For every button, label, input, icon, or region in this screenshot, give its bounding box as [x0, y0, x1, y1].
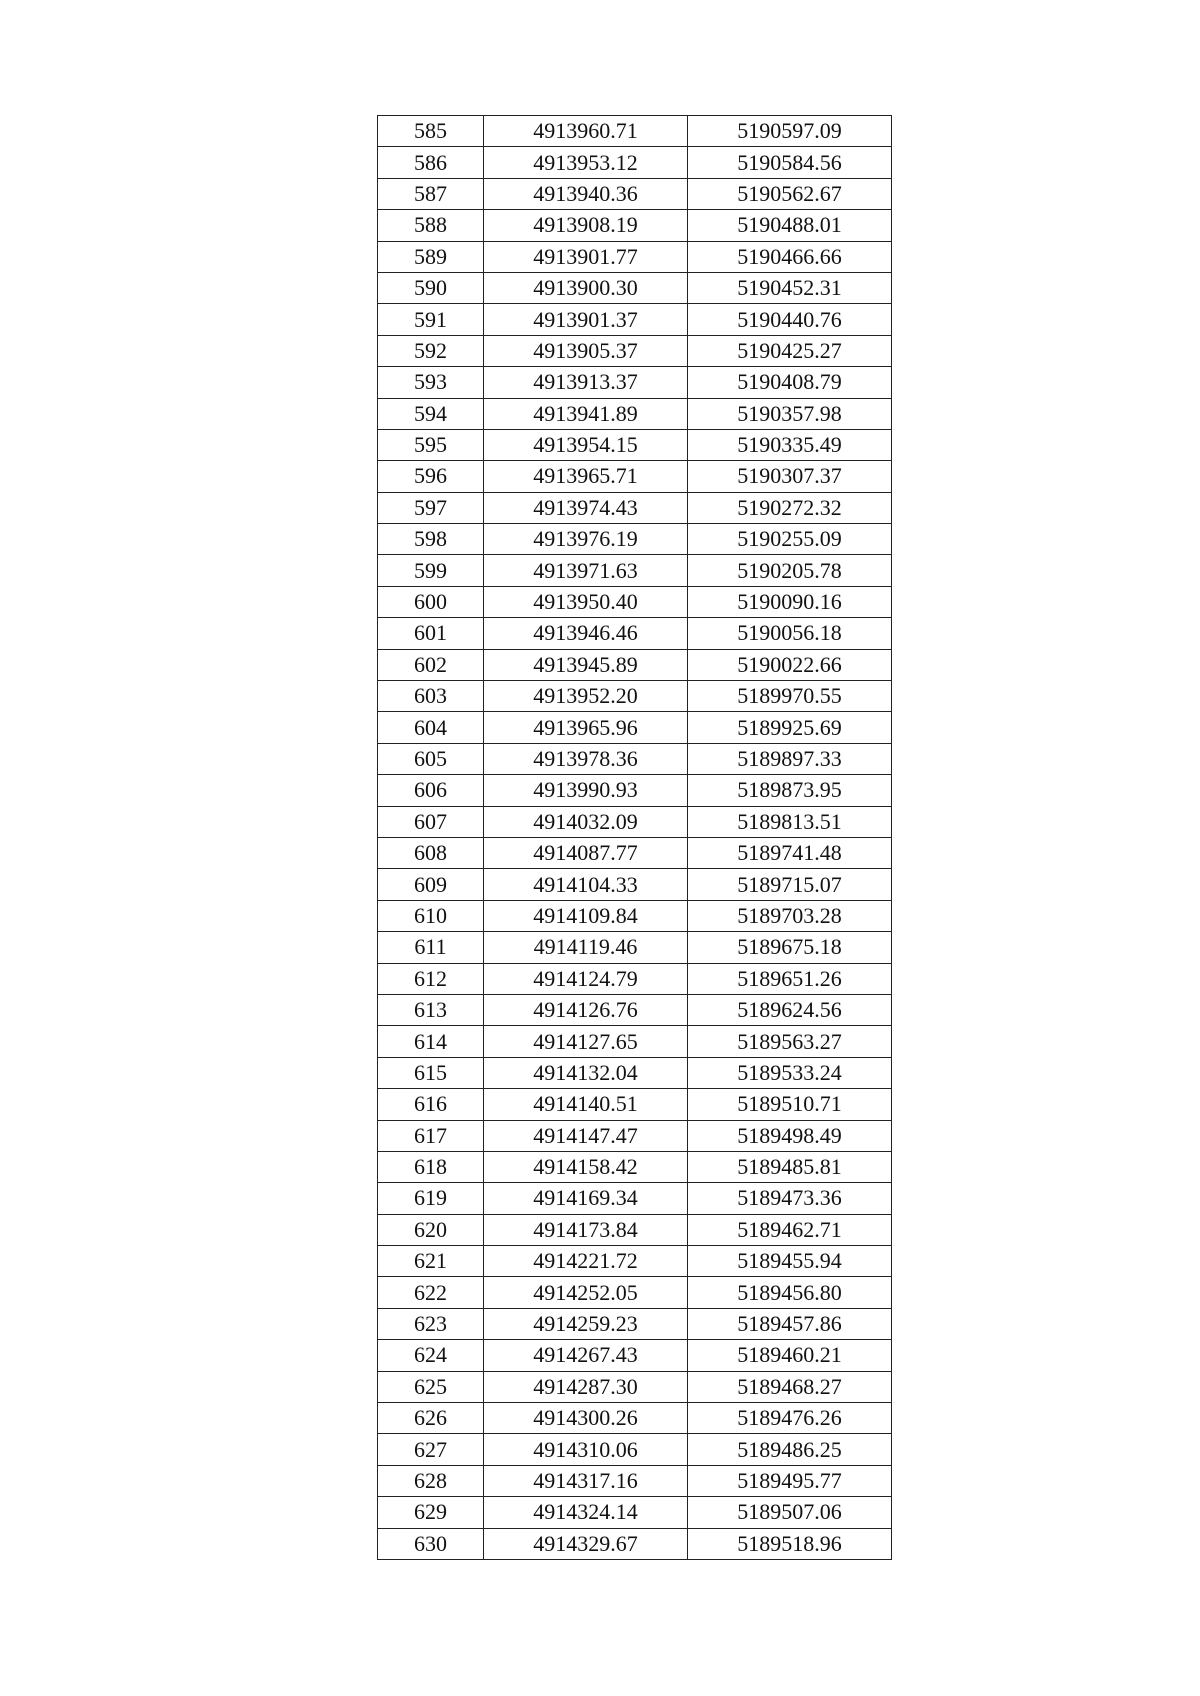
- point-number-cell: 626: [378, 1403, 484, 1434]
- point-number-cell: 625: [378, 1371, 484, 1402]
- x-coordinate-cell: 4914109.84: [484, 900, 688, 931]
- x-coordinate-cell: 4914329.67: [484, 1528, 688, 1559]
- point-number-cell: 610: [378, 900, 484, 931]
- y-coordinate-cell: 5189473.36: [688, 1183, 892, 1214]
- point-number-cell: 596: [378, 461, 484, 492]
- y-coordinate-cell: 5190597.09: [688, 116, 892, 147]
- table-row: [378, 210, 892, 241]
- y-coordinate-cell: 5190056.18: [688, 618, 892, 649]
- table-row: [378, 963, 892, 994]
- x-coordinate-cell: 4914147.47: [484, 1120, 688, 1151]
- x-coordinate-cell: 4913940.36: [484, 178, 688, 209]
- x-coordinate-cell: 4914158.42: [484, 1151, 688, 1182]
- table-row: [378, 1183, 892, 1214]
- point-number-cell: 599: [378, 555, 484, 586]
- table-row: [378, 1434, 892, 1465]
- x-coordinate-cell: 4914310.06: [484, 1434, 688, 1465]
- table-row: [378, 1120, 892, 1151]
- x-coordinate-cell: 4913954.15: [484, 429, 688, 460]
- table-row: [378, 1403, 892, 1434]
- point-number-cell: 588: [378, 210, 484, 241]
- point-number-cell: 589: [378, 241, 484, 272]
- y-coordinate-cell: 5189970.55: [688, 681, 892, 712]
- point-number-cell: 593: [378, 367, 484, 398]
- x-coordinate-cell: 4913913.37: [484, 367, 688, 398]
- x-coordinate-cell: 4913965.71: [484, 461, 688, 492]
- point-number-cell: 616: [378, 1089, 484, 1120]
- x-coordinate-cell: 4913976.19: [484, 524, 688, 555]
- x-coordinate-cell: 4913971.63: [484, 555, 688, 586]
- point-number-cell: 604: [378, 712, 484, 743]
- table-row: [378, 586, 892, 617]
- table-row: [378, 806, 892, 837]
- table-row: [378, 1057, 892, 1088]
- x-coordinate-cell: 4914173.84: [484, 1214, 688, 1245]
- point-number-cell: 603: [378, 681, 484, 712]
- y-coordinate-cell: 5190255.09: [688, 524, 892, 555]
- x-coordinate-cell: 4913978.36: [484, 743, 688, 774]
- point-number-cell: 621: [378, 1246, 484, 1277]
- y-coordinate-cell: 5189462.71: [688, 1214, 892, 1245]
- y-coordinate-cell: 5189651.26: [688, 963, 892, 994]
- y-coordinate-cell: 5189925.69: [688, 712, 892, 743]
- y-coordinate-cell: 5189457.86: [688, 1308, 892, 1339]
- y-coordinate-cell: 5190272.32: [688, 492, 892, 523]
- y-coordinate-cell: 5189507.06: [688, 1497, 892, 1528]
- x-coordinate-cell: 4914140.51: [484, 1089, 688, 1120]
- table-row: [378, 1340, 892, 1371]
- x-coordinate-cell: 4914221.72: [484, 1246, 688, 1277]
- point-number-cell: 598: [378, 524, 484, 555]
- table-row: [378, 1214, 892, 1245]
- x-coordinate-cell: 4913905.37: [484, 335, 688, 366]
- point-number-cell: 613: [378, 994, 484, 1025]
- x-coordinate-cell: 4913990.93: [484, 775, 688, 806]
- table-row: [378, 1465, 892, 1496]
- x-coordinate-cell: 4914132.04: [484, 1057, 688, 1088]
- y-coordinate-cell: 5189455.94: [688, 1246, 892, 1277]
- table-row: [378, 429, 892, 460]
- table-row: [378, 304, 892, 335]
- point-number-cell: 591: [378, 304, 484, 335]
- y-coordinate-cell: 5189495.77: [688, 1465, 892, 1496]
- point-number-cell: 586: [378, 147, 484, 178]
- y-coordinate-cell: 5189468.27: [688, 1371, 892, 1402]
- table-row: [378, 524, 892, 555]
- y-coordinate-cell: 5189624.56: [688, 994, 892, 1025]
- y-coordinate-cell: 5189715.07: [688, 869, 892, 900]
- point-number-cell: 607: [378, 806, 484, 837]
- point-number-cell: 608: [378, 837, 484, 868]
- y-coordinate-cell: 5189873.95: [688, 775, 892, 806]
- x-coordinate-cell: 4913900.30: [484, 272, 688, 303]
- table-row: [378, 461, 892, 492]
- x-coordinate-cell: 4913946.46: [484, 618, 688, 649]
- y-coordinate-cell: 5189897.33: [688, 743, 892, 774]
- point-number-cell: 623: [378, 1308, 484, 1339]
- x-coordinate-cell: 4913953.12: [484, 147, 688, 178]
- point-number-cell: 629: [378, 1497, 484, 1528]
- x-coordinate-cell: 4914124.79: [484, 963, 688, 994]
- y-coordinate-cell: 5189460.21: [688, 1340, 892, 1371]
- point-number-cell: 600: [378, 586, 484, 617]
- point-number-cell: 617: [378, 1120, 484, 1151]
- point-number-cell: 597: [378, 492, 484, 523]
- point-number-cell: 612: [378, 963, 484, 994]
- table-row: [378, 618, 892, 649]
- table-row: [378, 272, 892, 303]
- table-row: [378, 1089, 892, 1120]
- y-coordinate-cell: 5190452.31: [688, 272, 892, 303]
- table-row: [378, 1026, 892, 1057]
- x-coordinate-cell: 4913945.89: [484, 649, 688, 680]
- y-coordinate-cell: 5189675.18: [688, 932, 892, 963]
- table-row: [378, 900, 892, 931]
- table-row: [378, 335, 892, 366]
- x-coordinate-cell: 4913974.43: [484, 492, 688, 523]
- point-number-cell: 609: [378, 869, 484, 900]
- x-coordinate-cell: 4914169.34: [484, 1183, 688, 1214]
- y-coordinate-cell: 5190425.27: [688, 335, 892, 366]
- table-row: [378, 1151, 892, 1182]
- x-coordinate-cell: 4914317.16: [484, 1465, 688, 1496]
- x-coordinate-cell: 4913950.40: [484, 586, 688, 617]
- point-number-cell: 587: [378, 178, 484, 209]
- y-coordinate-cell: 5189563.27: [688, 1026, 892, 1057]
- x-coordinate-cell: 4913901.77: [484, 241, 688, 272]
- y-coordinate-cell: 5190357.98: [688, 398, 892, 429]
- x-coordinate-cell: 4913941.89: [484, 398, 688, 429]
- y-coordinate-cell: 5190335.49: [688, 429, 892, 460]
- y-coordinate-cell: 5190307.37: [688, 461, 892, 492]
- x-coordinate-cell: 4913901.37: [484, 304, 688, 335]
- y-coordinate-cell: 5189456.80: [688, 1277, 892, 1308]
- point-number-cell: 627: [378, 1434, 484, 1465]
- point-number-cell: 620: [378, 1214, 484, 1245]
- point-number-cell: 630: [378, 1528, 484, 1559]
- y-coordinate-cell: 5189741.48: [688, 837, 892, 868]
- y-coordinate-cell: 5190562.67: [688, 178, 892, 209]
- table-row: [378, 147, 892, 178]
- point-number-cell: 618: [378, 1151, 484, 1182]
- point-number-cell: 628: [378, 1465, 484, 1496]
- y-coordinate-cell: 5189486.25: [688, 1434, 892, 1465]
- table-row: [378, 1528, 892, 1559]
- point-number-cell: 622: [378, 1277, 484, 1308]
- table-row: [378, 994, 892, 1025]
- y-coordinate-cell: 5190408.79: [688, 367, 892, 398]
- y-coordinate-cell: 5189813.51: [688, 806, 892, 837]
- table-row: [378, 116, 892, 147]
- y-coordinate-cell: 5190466.66: [688, 241, 892, 272]
- y-coordinate-cell: 5189703.28: [688, 900, 892, 931]
- y-coordinate-cell: 5189476.26: [688, 1403, 892, 1434]
- y-coordinate-cell: 5189485.81: [688, 1151, 892, 1182]
- table-row: [378, 712, 892, 743]
- x-coordinate-cell: 4914287.30: [484, 1371, 688, 1402]
- point-number-cell: 615: [378, 1057, 484, 1088]
- x-coordinate-cell: 4914324.14: [484, 1497, 688, 1528]
- point-number-cell: 614: [378, 1026, 484, 1057]
- x-coordinate-cell: 4914259.23: [484, 1308, 688, 1339]
- x-coordinate-cell: 4914127.65: [484, 1026, 688, 1057]
- point-number-cell: 601: [378, 618, 484, 649]
- table-row: [378, 837, 892, 868]
- x-coordinate-cell: 4914032.09: [484, 806, 688, 837]
- coordinate-table: [377, 115, 892, 1560]
- x-coordinate-cell: 4914300.26: [484, 1403, 688, 1434]
- table-row: [378, 681, 892, 712]
- table-row: [378, 1308, 892, 1339]
- point-number-cell: 595: [378, 429, 484, 460]
- x-coordinate-cell: 4914126.76: [484, 994, 688, 1025]
- x-coordinate-cell: 4914252.05: [484, 1277, 688, 1308]
- point-number-cell: 590: [378, 272, 484, 303]
- table-row: [378, 1371, 892, 1402]
- point-number-cell: 611: [378, 932, 484, 963]
- table-row: [378, 555, 892, 586]
- y-coordinate-cell: 5190205.78: [688, 555, 892, 586]
- table-row: [378, 743, 892, 774]
- table-row: [378, 932, 892, 963]
- x-coordinate-cell: 4913965.96: [484, 712, 688, 743]
- point-number-cell: 619: [378, 1183, 484, 1214]
- point-number-cell: 592: [378, 335, 484, 366]
- point-number-cell: 585: [378, 116, 484, 147]
- y-coordinate-cell: 5189498.49: [688, 1120, 892, 1151]
- x-coordinate-cell: 4913908.19: [484, 210, 688, 241]
- table-row: [378, 367, 892, 398]
- y-coordinate-cell: 5190584.56: [688, 147, 892, 178]
- point-number-cell: 624: [378, 1340, 484, 1371]
- table-row: [378, 398, 892, 429]
- x-coordinate-cell: 4913952.20: [484, 681, 688, 712]
- y-coordinate-cell: 5189533.24: [688, 1057, 892, 1088]
- y-coordinate-cell: 5190090.16: [688, 586, 892, 617]
- x-coordinate-cell: 4914104.33: [484, 869, 688, 900]
- y-coordinate-cell: 5190022.66: [688, 649, 892, 680]
- y-coordinate-cell: 5190440.76: [688, 304, 892, 335]
- table-row: [378, 775, 892, 806]
- point-number-cell: 602: [378, 649, 484, 680]
- x-coordinate-cell: 4914087.77: [484, 837, 688, 868]
- coordinate-table-body: [378, 116, 892, 1560]
- point-number-cell: 606: [378, 775, 484, 806]
- point-number-cell: 605: [378, 743, 484, 774]
- x-coordinate-cell: 4913960.71: [484, 116, 688, 147]
- table-row: [378, 492, 892, 523]
- table-row: [378, 869, 892, 900]
- y-coordinate-cell: 5189518.96: [688, 1528, 892, 1559]
- y-coordinate-cell: 5190488.01: [688, 210, 892, 241]
- x-coordinate-cell: 4914119.46: [484, 932, 688, 963]
- table-row: [378, 1277, 892, 1308]
- table-row: [378, 178, 892, 209]
- y-coordinate-cell: 5189510.71: [688, 1089, 892, 1120]
- table-row: [378, 1497, 892, 1528]
- table-row: [378, 649, 892, 680]
- point-number-cell: 594: [378, 398, 484, 429]
- table-row: [378, 1246, 892, 1277]
- x-coordinate-cell: 4914267.43: [484, 1340, 688, 1371]
- table-row: [378, 241, 892, 272]
